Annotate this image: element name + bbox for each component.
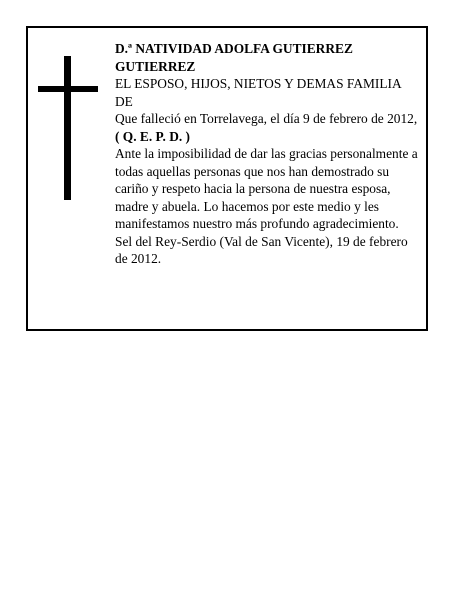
cross-vertical-bar: [64, 56, 71, 200]
place-date: Sel del Rey-Serdio (Val de San Vicente), 19 de febrero de 2012.: [115, 233, 408, 266]
qepd-line: ( Q. E. P. D. ): [115, 128, 191, 144]
obituary-notice: [26, 26, 428, 331]
thanks-message: Ante la imposibilidad de dar las gracias personalmente a todas aquellas personas que nos han demostrado su cariño y respeto hacia la persona de nuestra esposa, madre y abuela. Lo hacemos por este medio y les manifestamos nuestro más profundo agradecimiento.: [115, 146, 418, 231]
deceased-name: D.ª NATIVIDAD ADOLFA GUTIERREZ GUTIERREZ: [115, 41, 353, 74]
family-line: EL ESPOSO, HIJOS, NIETOS Y DEMAS FAMILIA DE: [115, 76, 401, 109]
notice-text: [115, 40, 420, 268]
cross-horizontal-bar: [38, 86, 98, 92]
death-info: Que falleció en Torrelavega, el día 9 de febrero de 2012,: [115, 111, 418, 126]
cross-icon: [38, 56, 98, 200]
